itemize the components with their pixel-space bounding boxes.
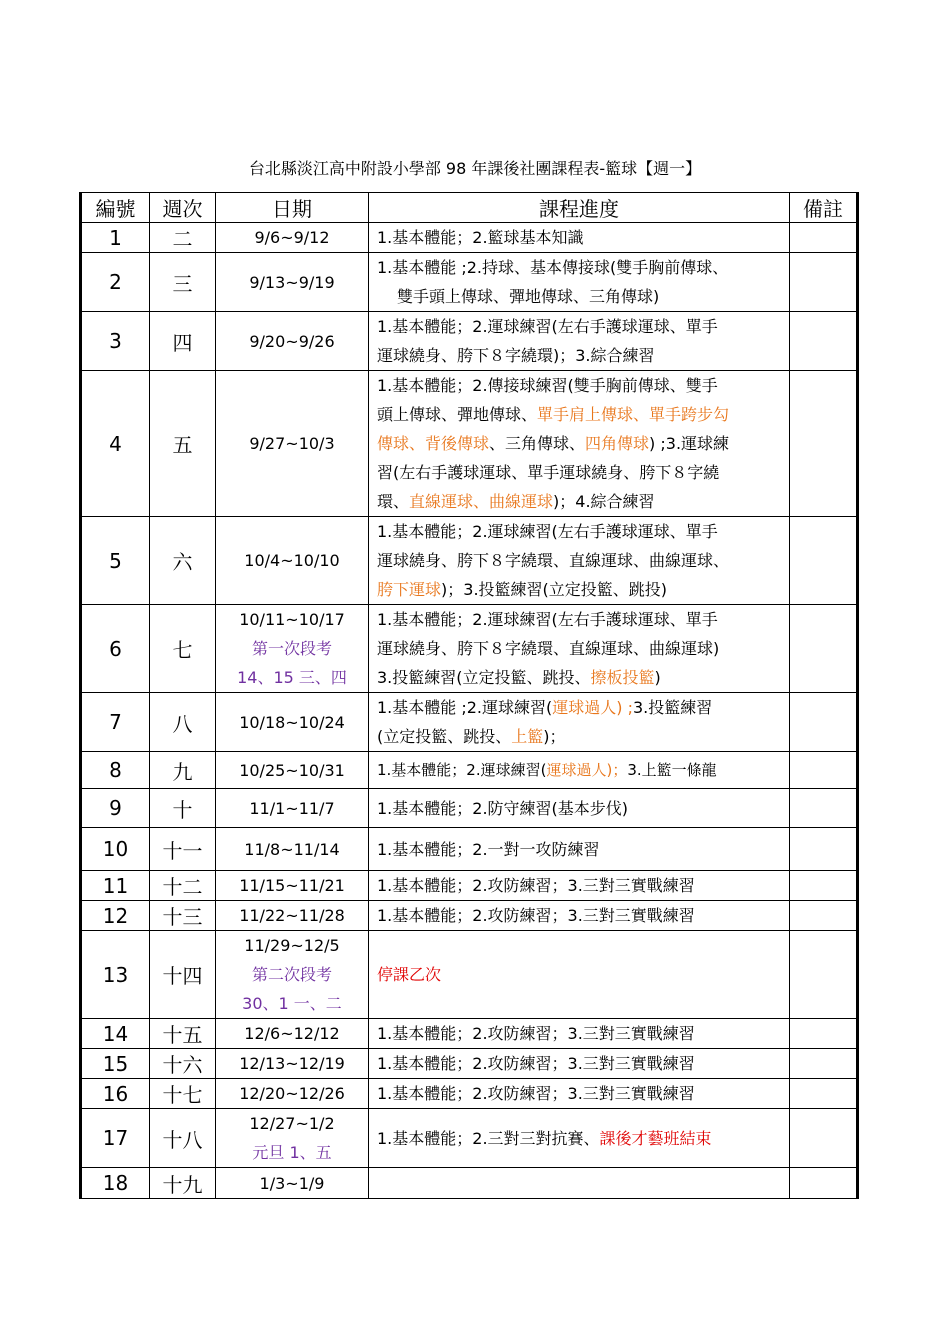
row-notes xyxy=(790,693,858,752)
progress-text: 1.基本體能；2.傳接球練習(雙手胸前傳球、雙手 xyxy=(377,376,718,395)
progress-text: )；4.綜合練習 xyxy=(553,492,655,511)
progress-line xyxy=(377,282,781,311)
progress-line xyxy=(377,341,781,370)
date-line: 元旦 1、五 xyxy=(252,1143,332,1162)
progress-line xyxy=(377,794,781,823)
progress-text: 1.基本體能；2.攻防練習；3.三對三實戰練習 xyxy=(377,876,695,895)
date-line: 9/6~9/12 xyxy=(254,228,330,247)
date-line: 12/6~12/12 xyxy=(244,1024,340,1043)
progress-text: 上籃 xyxy=(511,727,544,746)
table-row xyxy=(81,1168,858,1199)
progress-text: 1.基本體能；2.攻防練習；3.三對三實戰練習 xyxy=(377,906,695,925)
row-notes xyxy=(790,871,858,901)
row-progress xyxy=(369,1079,790,1109)
row-date xyxy=(216,312,369,371)
date-line: 9/20~9/26 xyxy=(249,331,335,351)
progress-text: 3.投籃練習 xyxy=(633,698,713,717)
progress-text: (立定投籃、跳投、 xyxy=(377,727,512,746)
row-week: 十八 xyxy=(150,1109,216,1168)
row-notes xyxy=(790,789,858,828)
progress-text: 1.基本體能；2.攻防練習；3.三對三實戰練習 xyxy=(377,1054,695,1073)
row-progress xyxy=(369,931,790,1019)
date-line: 10/4~10/10 xyxy=(244,551,340,570)
row-notes xyxy=(790,901,858,931)
progress-text: 單手肩上傳球、單手跨步勾 xyxy=(537,405,730,424)
progress-text: 雙手頭上傳球、彈地傳球、三角傳球) xyxy=(397,287,660,306)
progress-text: 傳球、背後傳球 xyxy=(377,434,490,453)
progress-line xyxy=(377,1124,781,1153)
row-notes xyxy=(790,253,858,312)
row-number: 16 xyxy=(81,1079,150,1109)
table-row xyxy=(81,371,858,517)
row-date xyxy=(216,828,369,871)
row-week: 十一 xyxy=(150,828,216,871)
row-progress xyxy=(369,828,790,871)
progress-line xyxy=(377,901,781,930)
table-row xyxy=(81,752,858,789)
date-line: 第一次段考 xyxy=(251,639,332,658)
row-date xyxy=(216,1079,369,1109)
progress-line xyxy=(377,634,781,663)
progress-text: 課後才藝班結束 xyxy=(599,1128,712,1148)
row-week: 七 xyxy=(150,605,216,693)
progress-line xyxy=(377,756,781,785)
row-number: 13 xyxy=(81,931,150,1019)
row-week: 十七 xyxy=(150,1079,216,1109)
progress-text: 四角傳球 xyxy=(585,434,650,453)
progress-line xyxy=(377,960,781,989)
row-progress xyxy=(369,693,790,752)
date-line: 9/27~10/3 xyxy=(249,434,335,453)
row-progress xyxy=(369,605,790,693)
table-row xyxy=(81,828,858,871)
table-row xyxy=(81,1109,858,1168)
row-notes xyxy=(790,223,858,253)
header-row xyxy=(81,193,858,223)
row-progress xyxy=(369,223,790,253)
progress-line xyxy=(377,693,781,722)
row-notes xyxy=(790,828,858,871)
table-row xyxy=(81,1019,858,1049)
progress-text: 1.基本體能；2.運球練習(左右手護球運球、單手 xyxy=(377,610,718,629)
row-number: 7 xyxy=(81,693,150,752)
row-date xyxy=(216,901,369,931)
row-notes xyxy=(790,312,858,371)
progress-line xyxy=(377,487,781,516)
progress-line xyxy=(377,371,781,400)
progress-text: 1.基本體能；2.運球練習( xyxy=(377,760,547,779)
progress-line xyxy=(377,458,781,487)
date-line: 11/8~11/14 xyxy=(244,839,340,859)
page-title: 台北縣淡江高中附設小學部 98 年課後社團課程表-籃球【週一】 xyxy=(248,159,702,178)
row-date xyxy=(216,789,369,828)
table-row xyxy=(81,223,858,253)
date-line: 10/18~10/24 xyxy=(239,712,345,732)
date-line: 12/13~12/19 xyxy=(239,1054,345,1073)
row-date xyxy=(216,605,369,693)
row-number: 9 xyxy=(81,789,150,828)
row-date xyxy=(216,931,369,1019)
progress-text: 1.基本體能 ;2.持球、基本傳接球(雙手胸前傳球、 xyxy=(377,258,729,277)
row-week: 十 xyxy=(150,789,216,828)
row-number: 14 xyxy=(81,1019,150,1049)
row-date xyxy=(216,223,369,253)
progress-line xyxy=(377,663,781,692)
table-row xyxy=(81,931,858,1019)
table-row xyxy=(81,517,858,605)
row-week: 四 xyxy=(150,312,216,371)
row-progress xyxy=(369,1109,790,1168)
row-week: 六 xyxy=(150,517,216,605)
row-progress xyxy=(369,312,790,371)
date-line: 9/13~9/19 xyxy=(249,272,335,292)
progress-line xyxy=(377,1049,781,1078)
progress-line xyxy=(377,223,781,252)
date-line: 1/3~1/9 xyxy=(259,1173,325,1193)
header-notes: 備註 xyxy=(790,193,858,223)
row-notes xyxy=(790,371,858,517)
table-row xyxy=(81,253,858,312)
progress-text: 習(左右手護球運球、單手運球繞身、胯下８字繞 xyxy=(377,463,720,482)
progress-text: 1.基本體能；2.一對一攻防練習 xyxy=(377,839,600,859)
row-number: 4 xyxy=(81,371,150,517)
date-line: 11/15~11/21 xyxy=(239,876,345,895)
row-date xyxy=(216,253,369,312)
progress-text: 1.基本體能；2.運球練習(左右手護球運球、單手 xyxy=(377,522,718,541)
progress-text: 運球繞身、胯下８字繞環)；3.綜合練習 xyxy=(377,346,655,365)
progress-text: 1.基本體能；2.攻防練習；3.三對三實戰練習 xyxy=(377,1084,695,1103)
row-week: 十六 xyxy=(150,1049,216,1079)
progress-line xyxy=(377,400,781,429)
table-row xyxy=(81,312,858,371)
progress-line xyxy=(377,575,781,604)
table-row xyxy=(81,1049,858,1079)
row-date xyxy=(216,371,369,517)
date-line: 10/11~10/17 xyxy=(239,610,345,629)
row-number: 12 xyxy=(81,901,150,931)
row-number: 17 xyxy=(81,1109,150,1168)
row-number: 15 xyxy=(81,1049,150,1079)
progress-text: ) ;3.運球練 xyxy=(649,434,730,453)
row-progress xyxy=(369,1049,790,1079)
row-progress xyxy=(369,752,790,789)
row-week: 二 xyxy=(150,223,216,253)
progress-text: )；3.投籃練習(立定投籃、跳投) xyxy=(441,580,668,599)
progress-text: 擦板投籃 xyxy=(590,668,655,687)
row-date xyxy=(216,1109,369,1168)
date-line: 14、15 三、四 xyxy=(237,668,347,687)
progress-line xyxy=(377,722,781,751)
progress-text: 1.基本體能 ;2.運球練習( xyxy=(377,698,553,717)
row-notes xyxy=(790,752,858,789)
progress-text: )； xyxy=(543,727,566,746)
row-week: 五 xyxy=(150,371,216,517)
row-number: 2 xyxy=(81,253,150,312)
row-week: 三 xyxy=(150,253,216,312)
progress-text: 胯下運球 xyxy=(377,580,442,599)
row-notes xyxy=(790,1109,858,1168)
date-line: 11/22~11/28 xyxy=(239,906,345,925)
row-number: 1 xyxy=(81,223,150,253)
row-number: 5 xyxy=(81,517,150,605)
table-row xyxy=(81,693,858,752)
row-progress xyxy=(369,371,790,517)
progress-text: 1.基本體能；2.防守練習(基本步伐) xyxy=(377,798,629,818)
progress-text: 1.基本體能；2.籃球基本知識 xyxy=(377,228,584,247)
row-date xyxy=(216,1019,369,1049)
row-week: 十九 xyxy=(150,1168,216,1199)
progress-line xyxy=(377,835,781,864)
row-number: 10 xyxy=(81,828,150,871)
progress-text: 3.上籃一條龍 xyxy=(627,760,717,779)
progress-line xyxy=(377,871,781,900)
date-line: 11/29~12/5 xyxy=(244,936,340,955)
row-number: 3 xyxy=(81,312,150,371)
date-line: 10/25~10/31 xyxy=(239,760,345,780)
table-row xyxy=(81,1079,858,1109)
date-line: 12/20~12/26 xyxy=(239,1084,345,1103)
progress-line xyxy=(377,546,781,575)
schedule-table xyxy=(79,192,859,1199)
date-line: 第二次段考 xyxy=(251,965,332,984)
row-date xyxy=(216,752,369,789)
progress-text: 1.基本體能；2.攻防練習；3.三對三實戰練習 xyxy=(377,1024,695,1043)
progress-text: 環、 xyxy=(377,492,410,511)
progress-text: 1.基本體能；2.三對三對抗賽、 xyxy=(377,1128,600,1148)
row-notes xyxy=(790,517,858,605)
table-row xyxy=(81,901,858,931)
progress-text: 運球過人) ; xyxy=(552,698,633,717)
progress-text: 運球繞身、胯下８字繞環、直線運球、曲線運球、 xyxy=(377,551,730,570)
row-date xyxy=(216,1049,369,1079)
table-row xyxy=(81,789,858,828)
progress-text: 運球繞身、胯下８字繞環、直線運球、曲線運球) xyxy=(377,639,720,658)
row-number: 8 xyxy=(81,752,150,789)
row-notes xyxy=(790,1079,858,1109)
row-week: 十五 xyxy=(150,1019,216,1049)
progress-line xyxy=(377,253,781,282)
row-number: 11 xyxy=(81,871,150,901)
row-progress xyxy=(369,253,790,312)
header-week: 週次 xyxy=(150,193,216,223)
row-date xyxy=(216,517,369,605)
row-week: 九 xyxy=(150,752,216,789)
table-row xyxy=(81,605,858,693)
progress-line xyxy=(377,1079,781,1108)
row-notes xyxy=(790,1049,858,1079)
row-notes xyxy=(790,1168,858,1199)
row-week: 十二 xyxy=(150,871,216,901)
row-progress xyxy=(369,901,790,931)
row-notes xyxy=(790,931,858,1019)
progress-text: 頭上傳球、彈地傳球、 xyxy=(377,405,538,424)
progress-text: 、三角傳球、 xyxy=(489,434,586,453)
row-week: 十四 xyxy=(150,931,216,1019)
row-date xyxy=(216,1168,369,1199)
header-date: 日期 xyxy=(216,193,369,223)
header-progress: 課程進度 xyxy=(369,193,790,223)
row-progress xyxy=(369,1168,790,1199)
progress-line xyxy=(377,1019,781,1048)
progress-text: 3.投籃練習(立定投籃、跳投、 xyxy=(377,668,591,687)
table-row xyxy=(81,871,858,901)
progress-text: 運球過人)； xyxy=(546,760,628,779)
row-week: 八 xyxy=(150,693,216,752)
progress-text: 直線運球、曲線運球 xyxy=(409,492,554,511)
progress-text: 1.基本體能；2.運球練習(左右手護球運球、單手 xyxy=(377,317,718,336)
row-progress xyxy=(369,517,790,605)
row-notes xyxy=(790,605,858,693)
header-num: 編號 xyxy=(81,193,150,223)
progress-text: ) xyxy=(654,668,661,687)
progress-line xyxy=(377,429,781,458)
progress-line xyxy=(377,312,781,341)
row-progress xyxy=(369,1019,790,1049)
progress-text: 停課乙次 xyxy=(377,965,442,984)
row-notes xyxy=(790,1019,858,1049)
row-date xyxy=(216,693,369,752)
row-date xyxy=(216,871,369,901)
progress-line xyxy=(377,517,781,546)
row-progress xyxy=(369,871,790,901)
row-week: 十三 xyxy=(150,901,216,931)
date-line: 12/27~1/2 xyxy=(249,1114,335,1133)
row-number: 18 xyxy=(81,1168,150,1199)
row-progress xyxy=(369,789,790,828)
progress-line xyxy=(377,605,781,634)
date-line: 11/1~11/7 xyxy=(249,798,335,818)
row-number: 6 xyxy=(81,605,150,693)
date-line: 30、1 一、二 xyxy=(242,994,342,1013)
